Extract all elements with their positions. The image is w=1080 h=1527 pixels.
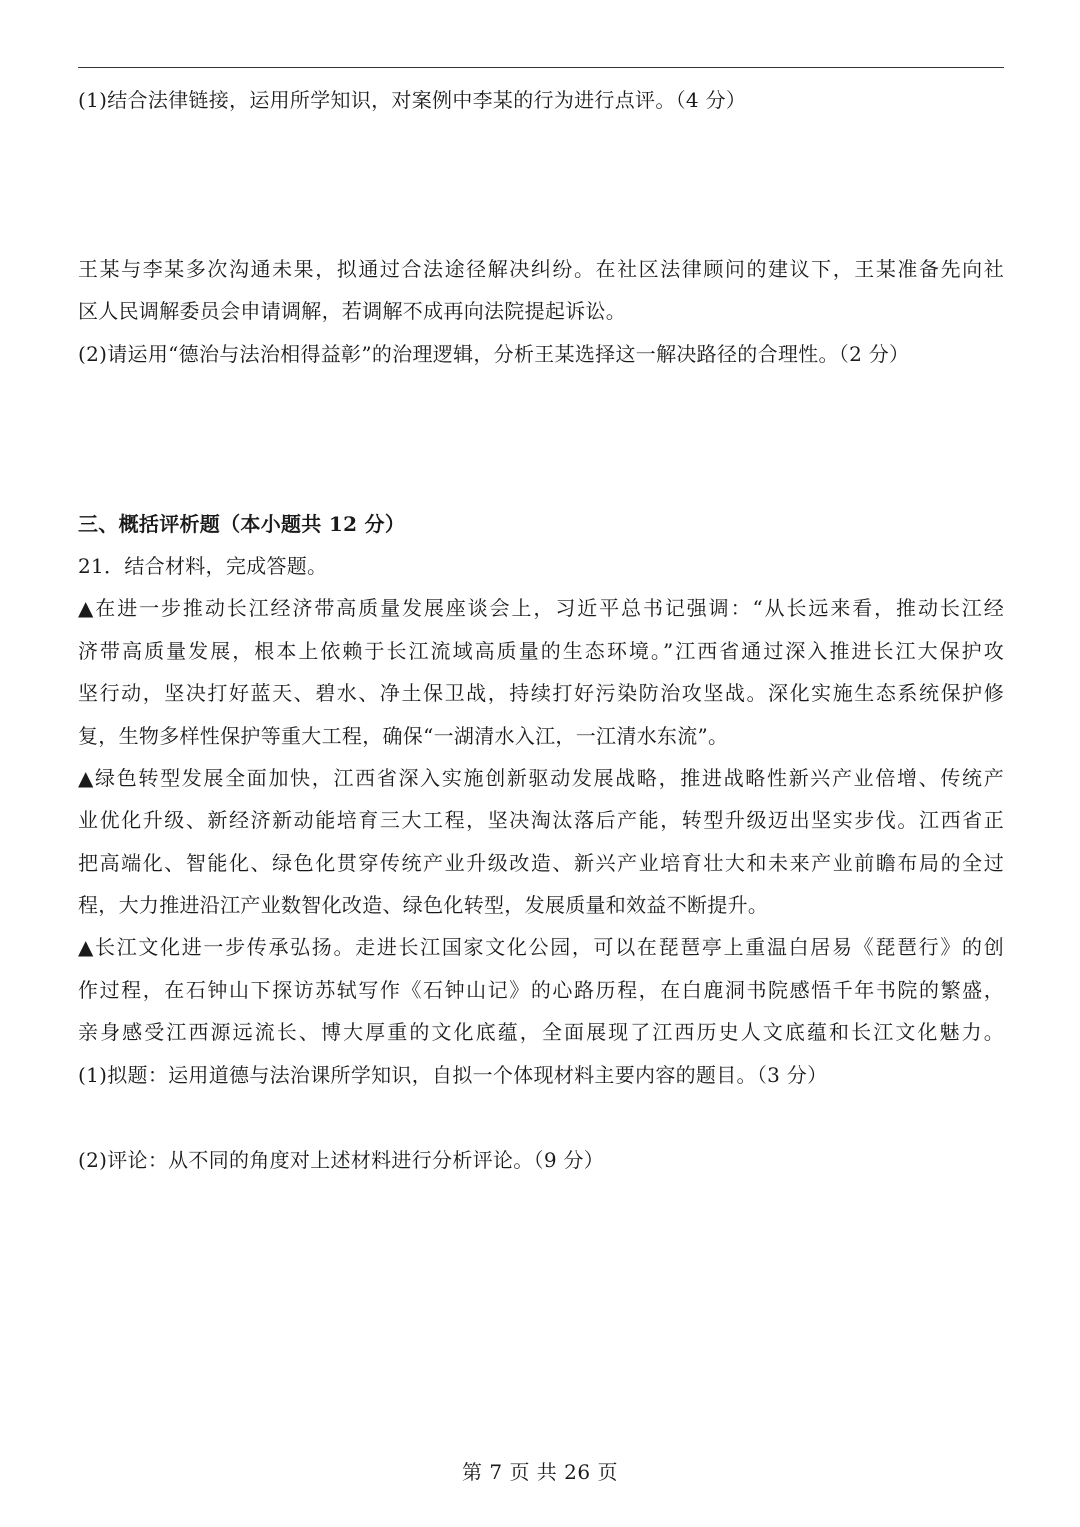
material-2-line-1: ▲绿色转型发展全面加快，江西省深入实施创新驱动发展战略，推进战略性新兴产业倍增、传统产 xyxy=(78,766,1004,790)
material-2-line-2: 业优化升级、新经济新动能培育三大工程，坚决淘汰落后产能，转型升级迈出坚实步伐。江西省正 xyxy=(78,808,1004,832)
q21-stem: 21．结合材料，完成答题。 xyxy=(78,554,328,578)
top-divider xyxy=(78,67,1004,68)
section-3-heading: 三、概括评析题（本小题共 12 分） xyxy=(78,512,406,536)
material-1-line-1: ▲在进一步推动长江经济带高质量发展座谈会上，习近平总书记强调：“从长远来看，推动长江经 xyxy=(78,596,1004,620)
material-1-line-4: 复，生物多样性保护等重大工程，确保“一湖清水入江，一江清水东流”。 xyxy=(78,724,729,748)
material-1-line-2: 济带高质量发展，根本上依赖于长江流域高质量的生态环境。”江西省通过深入推进长江大保护攻 xyxy=(78,639,1004,663)
material-2-line-4: 程，大力推进沿江产业数智化改造、绿色化转型，发展质量和效益不断提升。 xyxy=(78,893,769,917)
q21-sub2-question: (2)评论：从不同的角度对上述材料进行分析评论。（9 分） xyxy=(78,1148,605,1172)
q20-sub1-question: (1)结合法律链接，运用所学知识，对案例中李某的行为进行点评。（4 分） xyxy=(78,88,747,112)
q20-sub2-question: (2)请运用“德治与法治相得益彰”的治理逻辑，分析王某选择这一解决路径的合理性。（2 分） xyxy=(78,342,910,366)
q21-sub1-question: (1)拟题：运用道德与法治课所学知识，自拟一个体现材料主要内容的题目。（3 分） xyxy=(78,1063,828,1087)
material-3-line-3: 亲身感受江西源远流长、博大厚重的文化底蕴，全面展现了江西历史人文底蕴和长江文化魅力。 xyxy=(78,1020,1004,1044)
material-3-line-2: 作过程，在石钟山下探访苏轼写作《石钟山记》的心路历程，在白鹿洞书院感悟千年书院的繁盛， xyxy=(78,978,1004,1002)
material-2-line-3: 把高端化、智能化、绿色化贯穿传统产业升级改造、新兴产业培育壮大和未来产业前瞻布局的全过 xyxy=(78,851,1004,875)
q20-material-line-1: 王某与李某多次沟通未果，拟通过合法途径解决纠纷。在社区法律顾问的建议下，王某准备先向社 xyxy=(78,257,1004,281)
page-number-footer: 第 7 页 共 26 页 xyxy=(462,1460,618,1484)
q20-material-line-2: 区人民调解委员会申请调解，若调解不成再向法院提起诉讼。 xyxy=(78,299,627,323)
material-3-line-1: ▲长江文化进一步传承弘扬。走进长江国家文化公园，可以在琵琶亭上重温白居易《琵琶行》的创 xyxy=(78,935,1004,959)
material-1-line-3: 坚行动，坚决打好蓝天、碧水、净土保卫战，持续打好污染防治攻坚战。深化实施生态系统保护修 xyxy=(78,681,1004,705)
